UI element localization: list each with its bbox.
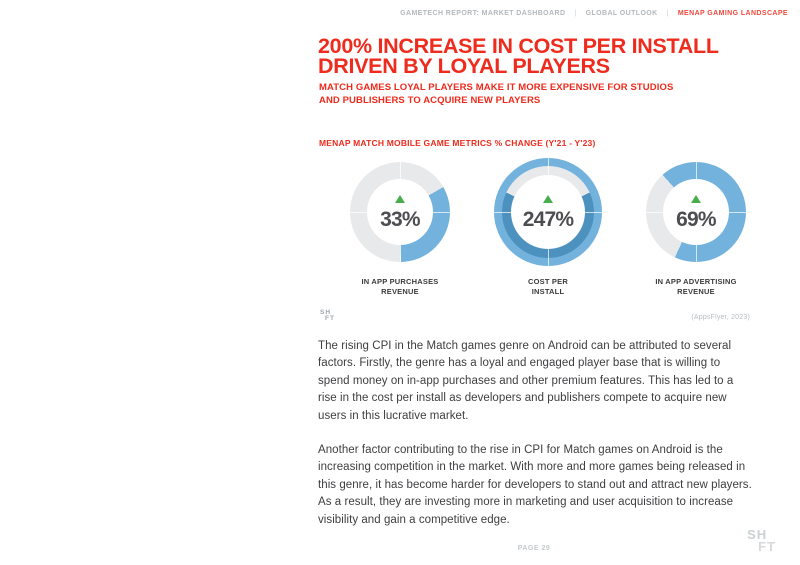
body-paragraph-2: Another factor contributing to the rise in CPI for Match games on Android is the increasing competition in the market. With more and more games being released in this genre, it has become harder for developers to stand out and attract new players. As a result, they are investing more in marketing and user acquisition to increase visibility and gain a competitive edge. xyxy=(318,444,752,526)
donut-center xyxy=(511,175,585,249)
shft-logo-line1: SH xyxy=(320,309,332,316)
page-title-line1: 200% INCREASE IN COST PER INSTALL xyxy=(318,34,719,58)
donut-value: 247% xyxy=(522,207,574,231)
donut-chart-row xyxy=(330,158,766,266)
donut-col-iap-revenue xyxy=(330,162,470,262)
donut-label-line: REVENUE xyxy=(381,286,419,296)
donut-center xyxy=(367,179,433,245)
page-title-line2: DRIVEN BY LOYAL PLAYERS xyxy=(318,54,610,78)
breadcrumb-separator: | xyxy=(666,10,669,17)
donut-label-line: INSTALL xyxy=(531,286,565,296)
donut-chart-iaa-revenue xyxy=(646,162,746,262)
donut-label-line: IN APP PURCHASES xyxy=(361,277,439,286)
shft-logo-line1: SH xyxy=(747,527,768,542)
body-copy xyxy=(318,338,752,546)
donut-chart-cost-per-install xyxy=(494,158,602,266)
increase-arrow-icon xyxy=(543,195,553,203)
page-number: PAGE 29 xyxy=(517,545,551,552)
shft-logo-line2: FT xyxy=(758,539,776,554)
donut-chart-iap-revenue xyxy=(350,162,450,262)
breadcrumb-item-menap-landscape: MENAP GAMING LANDSCAPE xyxy=(677,10,788,17)
donut-col-iaa-revenue xyxy=(626,162,766,262)
page-subtitle-line1: MATCH GAMES LOYAL PLAYERS MAKE IT MORE EXPENSIVE FOR STUDIOS xyxy=(319,82,674,93)
chart-title: MENAP MATCH MOBILE GAME METRICS % CHANGE (Y'21 - Y'23) xyxy=(319,138,596,148)
donut-value: 69% xyxy=(676,207,716,231)
breadcrumb-item-report: GAMETECH REPORT: MARKET DASHBOARD xyxy=(400,10,566,17)
page-subtitle-line2: AND PUBLISHERS TO ACQUIRE NEW PLAYERS xyxy=(319,94,541,106)
donut-label-line: COST PER xyxy=(528,277,568,286)
page-title xyxy=(318,36,758,76)
source-citation: (AppsFlyer, 2023) xyxy=(691,314,750,321)
donut-value: 33% xyxy=(380,207,420,231)
page-subtitle xyxy=(319,82,759,107)
donut-label-line: REVENUE xyxy=(677,286,715,296)
breadcrumb-separator: | xyxy=(574,10,577,17)
donut-label-cost-per-install xyxy=(478,277,618,296)
breadcrumb xyxy=(400,10,788,17)
donut-center xyxy=(663,179,729,245)
donut-label-iaa-revenue xyxy=(626,277,766,296)
increase-arrow-icon xyxy=(395,195,405,203)
donut-label-line: IN APP ADVERTISING xyxy=(655,277,737,286)
breadcrumb-item-global-outlook: GLOBAL OUTLOOK xyxy=(585,10,658,17)
shft-logo-large xyxy=(747,528,776,553)
body-paragraph-1: The rising CPI in the Match games genre on Android can be attributed to several factors. Firstly, the genre has a loyal and engaged player base that is willing to spend money on in-app purchases and other premium features. This has led to a rise in the cost per install as developers and publishers compete to acquire new users in this lucrative market. xyxy=(318,340,734,422)
shft-logo-line2: FT xyxy=(325,314,335,322)
donut-label-row xyxy=(330,277,766,296)
donut-col-cpi xyxy=(478,158,618,266)
increase-arrow-icon xyxy=(691,195,701,203)
donut-label-iap-revenue xyxy=(330,277,470,296)
